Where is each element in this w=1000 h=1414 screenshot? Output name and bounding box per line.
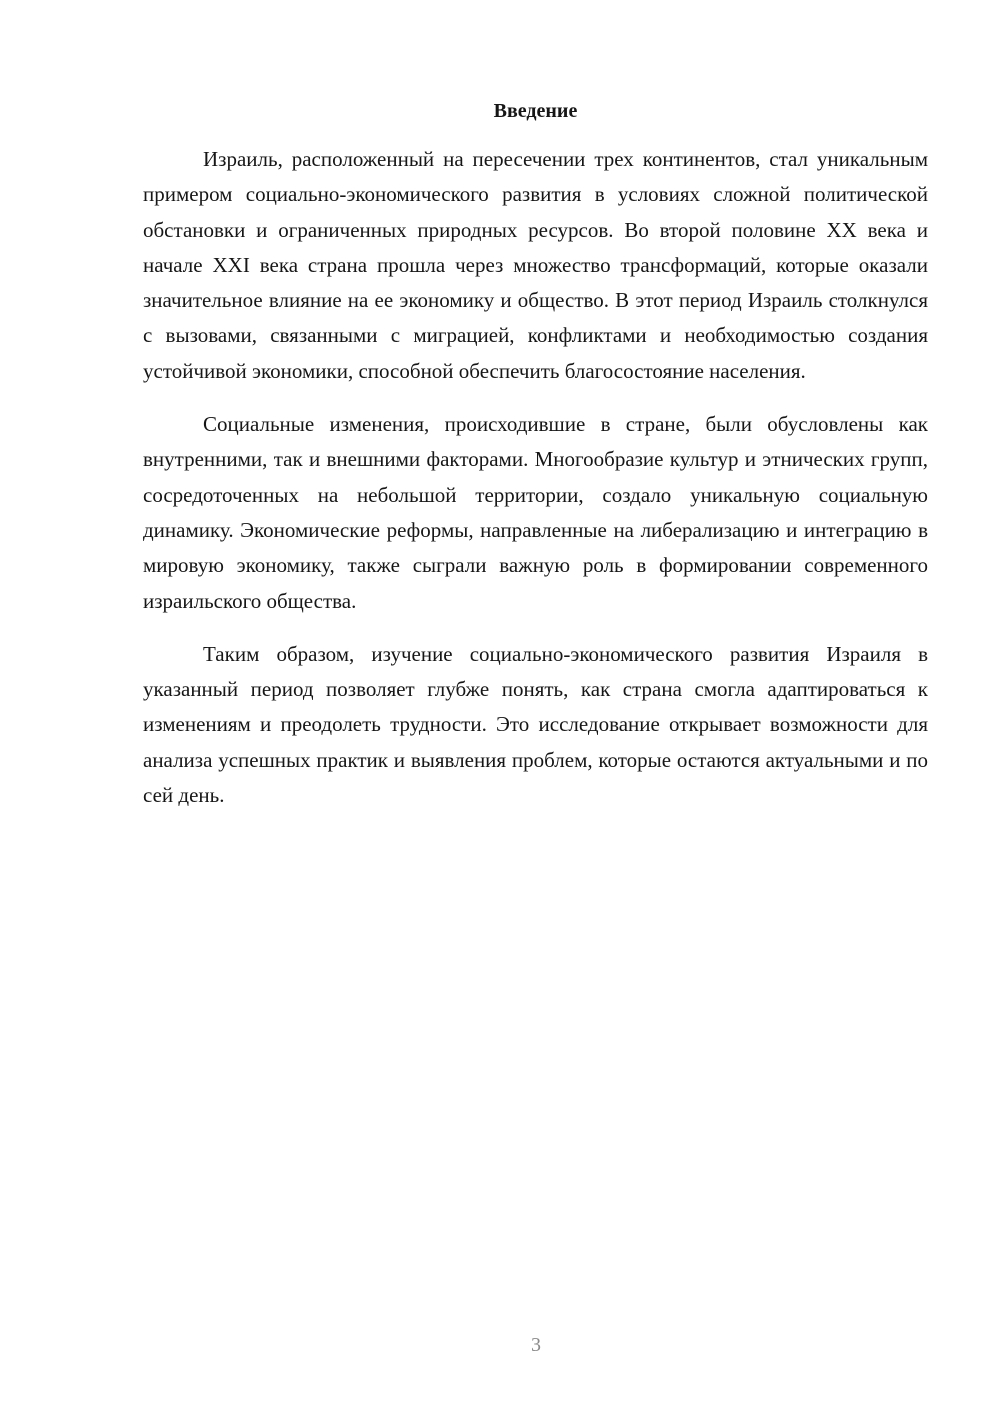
text-column	[143, 96, 928, 813]
paragraph-2: Социальные изменения, происходившие в стране, были обусловлены как внутренними, так и внешними факторами. Многообразие культур и этнических групп, сосредоточенных на небольшой территории, создало уникальную социальную динамику. Экономические реформы, направленные на либерализацию и интеграцию в мировую экономику, также сыграли важную роль в формировании современного израильского общества.	[143, 412, 928, 613]
paragraph-1: Израиль, расположенный на пересечении трех континентов, стал уникальным примером социально-экономического развития в условиях сложной политической обстановки и ограниченных природных ресурсов. Во второй половине XX века и начале XXI века страна прошла через множество трансформаций, которые оказали значительное влияние на ее экономику и общество. В этот период Израиль столкнулся с вызовами, связанными с миграцией, конфликтами и необходимостью создания устойчивой экономики, способной обеспечить благосостояние населения.	[143, 147, 928, 383]
page-number: 3	[531, 1334, 541, 1356]
paragraph-3: Таким образом, изучение социально-экономического развития Израиля в указанный период позволяет глубже понять, как страна смогла адаптироваться к изменениям и преодолеть трудности. Это исследование открывает возможности для анализа успешных практик и выявления проблем, которые остаются актуальными и по сей день.	[143, 641, 928, 808]
section-heading: Введение	[493, 100, 578, 122]
